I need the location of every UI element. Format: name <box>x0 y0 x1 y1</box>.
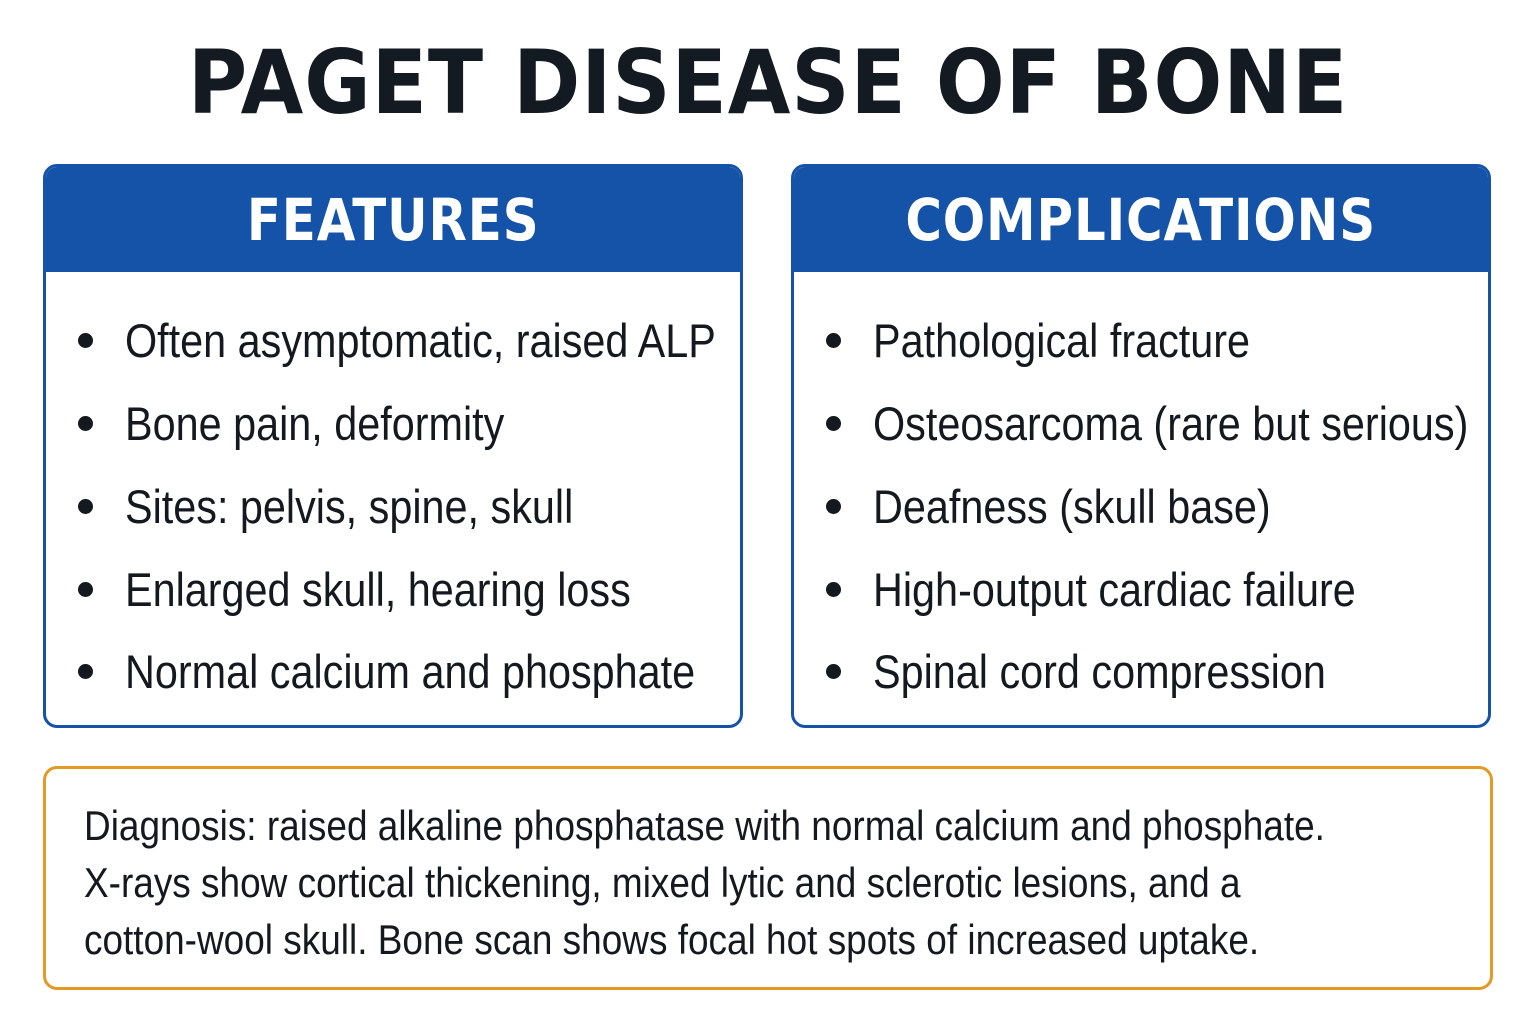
list-item <box>826 476 1325 536</box>
diagnosis-line: cotton-wool skull. Bone scan shows focal hot spots of increased uptake. <box>84 916 1260 963</box>
features-item-text: Bone pain, deformity <box>125 396 505 450</box>
complications-item-text: Deafness (skull base) <box>873 479 1271 533</box>
complications-item-text: Osteosarcoma (rare but serious) <box>873 396 1469 450</box>
bullet-icon <box>826 664 841 679</box>
features-panel <box>43 164 743 728</box>
features-heading: FEATURES <box>246 185 540 254</box>
bullet-icon <box>826 416 841 431</box>
bullet-icon <box>78 416 93 431</box>
features-item-text: Sites: pelvis, spine, skull <box>125 479 574 533</box>
bullet-icon <box>826 582 841 597</box>
list-item <box>826 559 1422 619</box>
list-item <box>78 476 634 536</box>
complications-item-text: Spinal cord compression <box>873 644 1326 698</box>
list-item <box>826 310 1301 370</box>
bullet-icon <box>78 664 93 679</box>
complications-heading: COMPLICATIONS <box>905 185 1377 254</box>
list-item <box>826 393 1491 453</box>
features-header <box>46 167 740 272</box>
complications-panel <box>791 164 1491 728</box>
complications-item-text: High-output cardiac failure <box>873 562 1356 616</box>
features-item-text: Normal calcium and phosphate <box>125 644 696 698</box>
diagnosis-line: X-rays show cortical thickening, mixed lytic and sclerotic lesions, and a <box>84 859 1241 906</box>
bullet-icon <box>826 333 841 348</box>
features-item-text: Often asymptomatic, raised ALP <box>125 313 716 367</box>
bullet-icon <box>826 499 841 514</box>
diagnosis-box <box>43 766 1493 990</box>
complications-header <box>794 167 1488 272</box>
diagnosis-text <box>84 797 1404 968</box>
complications-item-text: Pathological fracture <box>873 313 1251 367</box>
list-item <box>78 310 743 370</box>
list-item <box>78 393 556 453</box>
diagnosis-line: Diagnosis: raised alkaline phosphatase with normal calcium and phosphate. <box>84 802 1325 849</box>
list-item <box>826 641 1388 701</box>
page-title: PAGET DISEASE OF BONE <box>187 31 1349 134</box>
list-item <box>78 641 743 701</box>
list-item <box>78 559 700 619</box>
bullet-icon <box>78 333 93 348</box>
bullet-icon <box>78 582 93 597</box>
features-item-text: Enlarged skull, hearing loss <box>125 562 631 616</box>
bullet-icon <box>78 499 93 514</box>
